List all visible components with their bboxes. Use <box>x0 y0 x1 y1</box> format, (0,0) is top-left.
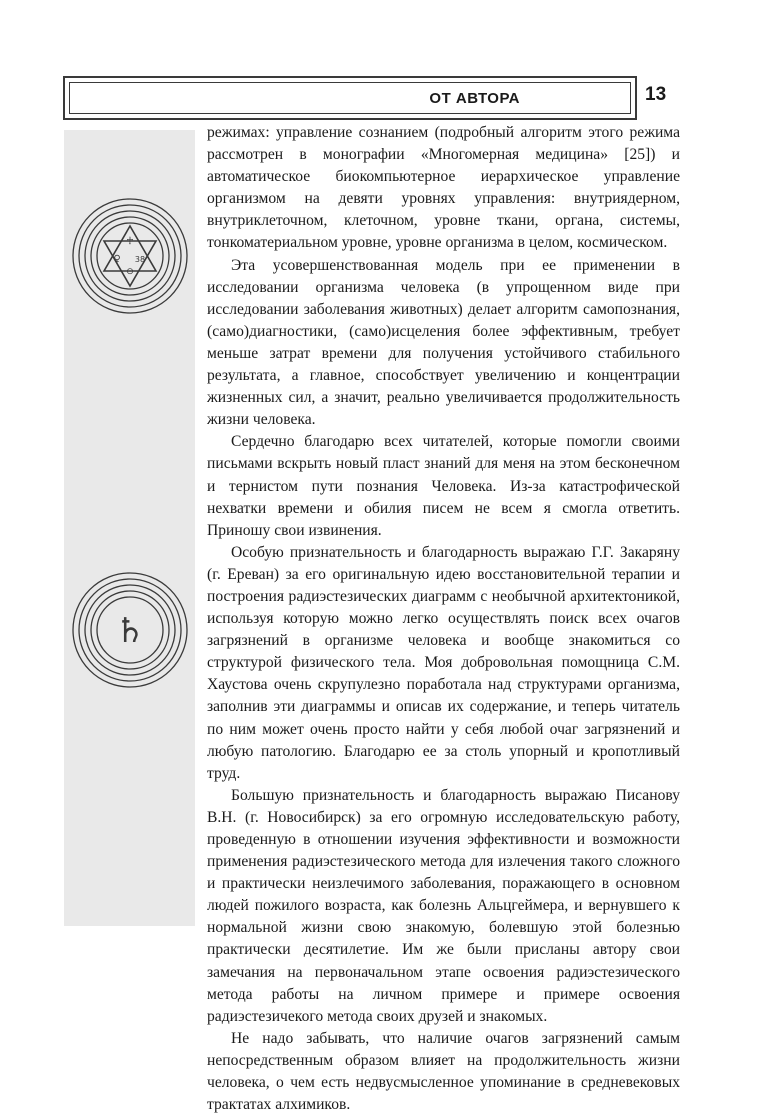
venus-icon: ♀ <box>113 254 121 265</box>
paragraph: Не надо забывать, что наличие очагов загрязнений самым непосредственным образом влияет на продолжительность жизни человека, о чем есть недвусмысленное упоминание в средневековых трактатах алхимиков. <box>207 1029 680 1114</box>
sun-icon: ⊙ <box>126 267 134 277</box>
saturn-circle-emblem <box>70 570 190 690</box>
emblem-number: 38 <box>134 255 146 264</box>
hexagram-circle-emblem <box>70 196 190 316</box>
paragraph: Эта усовершенствованная модель при ее применении в исследовании организма человека (в упрощенном виде при исследовании заболевания животных) делает алгоритм самопознания, (само)диагностики, (само)исцеления более эффективным, требует меньше затрат времени для получения устойчивого стабильного результата, а главное, способствует увеличению и концентрации жизненных сил, а значит, реально увеличивается продолжительность жизни человека. <box>207 256 680 429</box>
running-header-inner-frame <box>69 82 631 114</box>
body-text <box>207 122 680 1116</box>
ankh-icon: ☥ <box>126 236 134 247</box>
running-header <box>63 76 637 120</box>
concentric-rings <box>73 199 187 313</box>
paragraph: Сердечно благодарю всех читателей, которые помогли своими письмами вскрыть новый пласт знаний для меня на этом бесконечном и тернистом пути познания Человека. Из-за катастрофической нехватки времени и обилия писем не всем я смогла ответить. Приношу свои извинения. <box>207 433 680 539</box>
paragraph: режимах: управление сознанием (подробный алгоритм этого режима рассмотрен в монографии «Многомерная медицина» [25]) и автоматическое биокомпьютерное иерархическое управление организмом на девяти уровнях управления: внутриядерном, внутриклеточном, клеточном, уровне ткани, органа, системы, тонкоматериальном уровне, уровне организма в целом, космическом. <box>207 124 680 252</box>
page-number: 13 <box>645 84 667 105</box>
paragraph: Особую признательность и благодарность выражаю Г.Г. Закаряну (г. Ереван) за его оригинальную идею восстановительной терапии и построения радиэстезических диаграмм с необычной архитектоникой, используя которую можно легко осуществлять поиск всех очагов загрязнений в организме человека и вообще знакомиться со структурой физического тела. Моя добровольная помощница С.М. Хаустова очень скрупулезно поработала над структурами организма, заполнив эти диаграммы и описав их содержание, и теперь читатель по ним может очень просто найти у себя любой очаг загрязнений и любую патологию. Благодарю ее за столь упорный и кропотливый труд. <box>207 543 680 782</box>
section-title: ОТ АВТОРА <box>429 89 520 107</box>
hexagram-star-icon <box>104 226 156 286</box>
paragraph: Большую признательность и благодарность выражаю Писанову В.Н. (г. Новосибирск) за его огромную исследовательскую работу, проведенную в отношении изучения эффективности и возможности применения радиэстезического метода для излечения такого сложного и практически неизлечимого заболевания, поражающего в основном людей пожилого возраста, как болезнь Альцгеймера, и вернувшего к нормальной жизни свою знакомую, болевшую этой болезнью практически десятилетие. Им же были присланы автору свои замечания на первоначальном этапе освоения радиэстезического метода работы на личном примере и примере освоения радиэстезичекого метода своих друзей и знакомых. <box>207 786 680 1025</box>
saturn-icon: ♄ <box>114 611 146 651</box>
